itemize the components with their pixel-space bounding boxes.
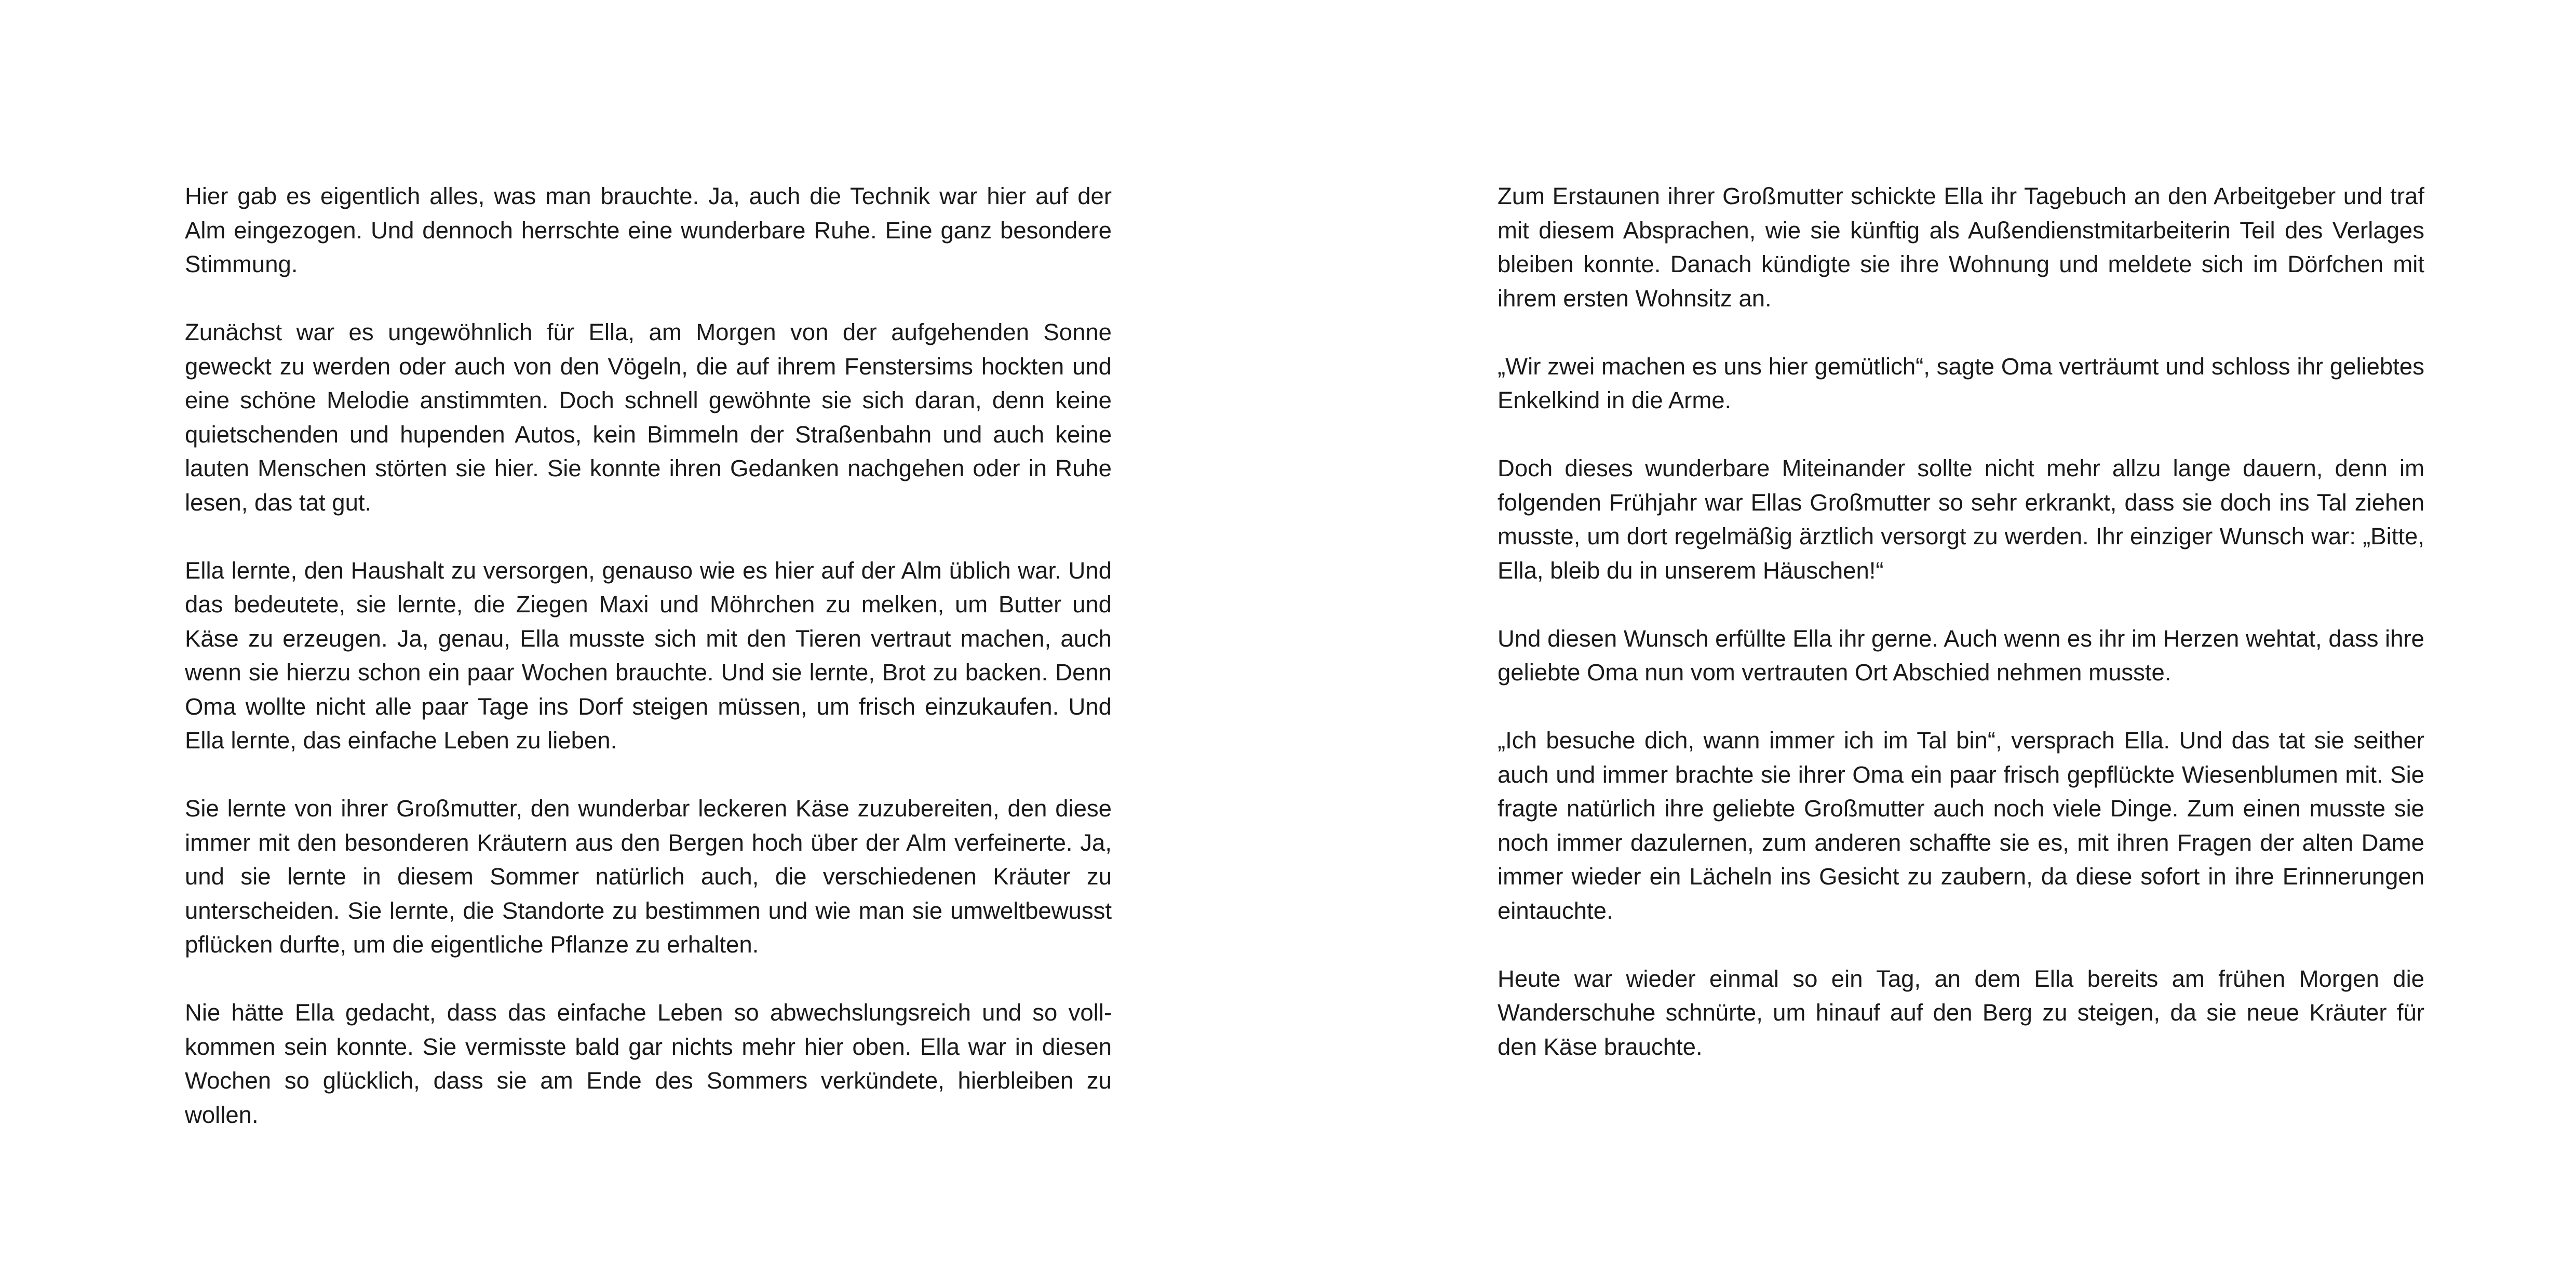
paragraph: Und diesen Wunsch erfüllte Ella ihr gerne. Auch wenn es ihr im Herzen wehtat, dass ihre geliebte Oma nun vom vertrauten Ort Abschied nehmen musste. bbox=[1498, 625, 2424, 686]
right-page-text bbox=[1498, 179, 2424, 1064]
paragraph: Sie lernte von ihrer Großmutter, den wunderbar leckeren Käse zuzubereiten, den diese immer mit den besonderen Kräutern aus den Bergen hoch über der Alm verfeinerte. Ja, und sie lernte in diesem Sommer natürlich auch, die verschiedenen Kräuter zu unterscheiden. Sie lernte, die Standorte zu bestimmen und wie man sie umweltbewusst pflücken durfte, um die eigentliche Pflanze zu erhalten. bbox=[185, 795, 1112, 958]
paragraph: Ella lernte, den Haushalt zu versorgen, genauso wie es hier auf der Alm üblich war. Und das bedeutete, sie lernte, die Ziegen Maxi und Möhrchen zu melken, um Butter und Käse zu erzeugen. Ja, genau, Ella musste sich mit den Tieren vertraut machen, auch wenn sie hierzu schon ein paar Wochen brauchte. Und sie lernte, Brot zu backen. Denn Oma wollte nicht alle paar Tage ins Dorf steigen müssen, um frisch einzukaufen. Und Ella lernte, das einfache Leben zu lieben. bbox=[185, 557, 1112, 754]
paragraph: Nie hätte Ella gedacht, dass das einfache Leben so abwechslungsreich und so vollkommen sein konnte. Sie vermisste bald gar nichts mehr hier oben. Ella war in diesen Wochen so glücklich, dass sie am Ende des Sommers verkündete, hierbleiben zu wollen. bbox=[185, 999, 1112, 1128]
paragraph: Zum Erstaunen ihrer Großmutter schickte Ella ihr Tagebuch an den Arbeitgeber und traf mit diesem Absprachen, wie sie künftig als Außendienstmitarbeiterin Teil des Verlages bleiben konnte. Danach kündigte sie ihre Wohnung und meldete sich im Dörfchen mit ihrem ersten Wohnsitz an. bbox=[1498, 183, 2424, 312]
paragraph: Heute war wieder einmal so ein Tag, an dem Ella bereits am frühen Morgen die Wanderschuhe schnürte, um hinauf auf den Berg zu steigen, da sie neue Kräuter für den Käse brauchte. bbox=[1498, 965, 2424, 1060]
paragraph: Doch dieses wunderbare Miteinander sollte nicht mehr allzu lange dauern, denn im folgenden Frühjahr war Ellas Großmutter so sehr erkrankt, dass sie doch ins Tal ziehen musste, um dort regelmäßig ärztlich versorgt zu werden. Ihr einziger Wunsch war: „Bitte, Ella, bleib du in unserem Häuschen!“ bbox=[1498, 455, 2424, 584]
paragraph: Hier gab es eigentlich alles, was man brauchte. Ja, auch die Technik war hier auf der Alm eingezogen. Und dennoch herrschte eine wunderbare Ruhe. Eine ganz besondere Stimmung. bbox=[185, 183, 1112, 277]
paragraph: Zunächst war es ungewöhnlich für Ella, am Morgen von der aufgehenden Sonne geweckt zu werden oder auch von den Vögeln, die auf ihrem Fenstersims hockten und eine schöne Melodie anstimmten. Doch schnell gewöhnte sie sich daran, denn keine quietschenden und hupenden Autos, kein Bimmeln der Straßenbahn und auch keine lauten Menschen störten sie hier. Sie konnte ihren Gedanken nachgehen oder in Ruhe lesen, das tat gut. bbox=[185, 319, 1112, 516]
right-page bbox=[1288, 0, 2576, 1288]
paragraph: „Wir zwei machen es uns hier gemütlich“, sagte Oma verträumt und schloss ihr geliebtes Enkelkind in die Arme. bbox=[1498, 353, 2424, 413]
paragraph: „Ich besuche dich, wann immer ich im Tal bin“, versprach Ella. Und das tat sie seither auch und immer brachte sie ihrer Oma ein paar frisch gepflückte Wiesenblumen mit. Sie fragte natürlich ihre geliebte Großmutter auch noch viele Dinge. Zum einen musste sie noch immer dazulernen, zum anderen schaffte sie es, mit ihren Fragen der alten Dame immer wieder ein Lächeln ins Gesicht zu zaubern, da diese sofort in ihre Erinnerungen eintauchte. bbox=[1498, 727, 2424, 924]
left-page-text bbox=[185, 179, 1112, 1132]
